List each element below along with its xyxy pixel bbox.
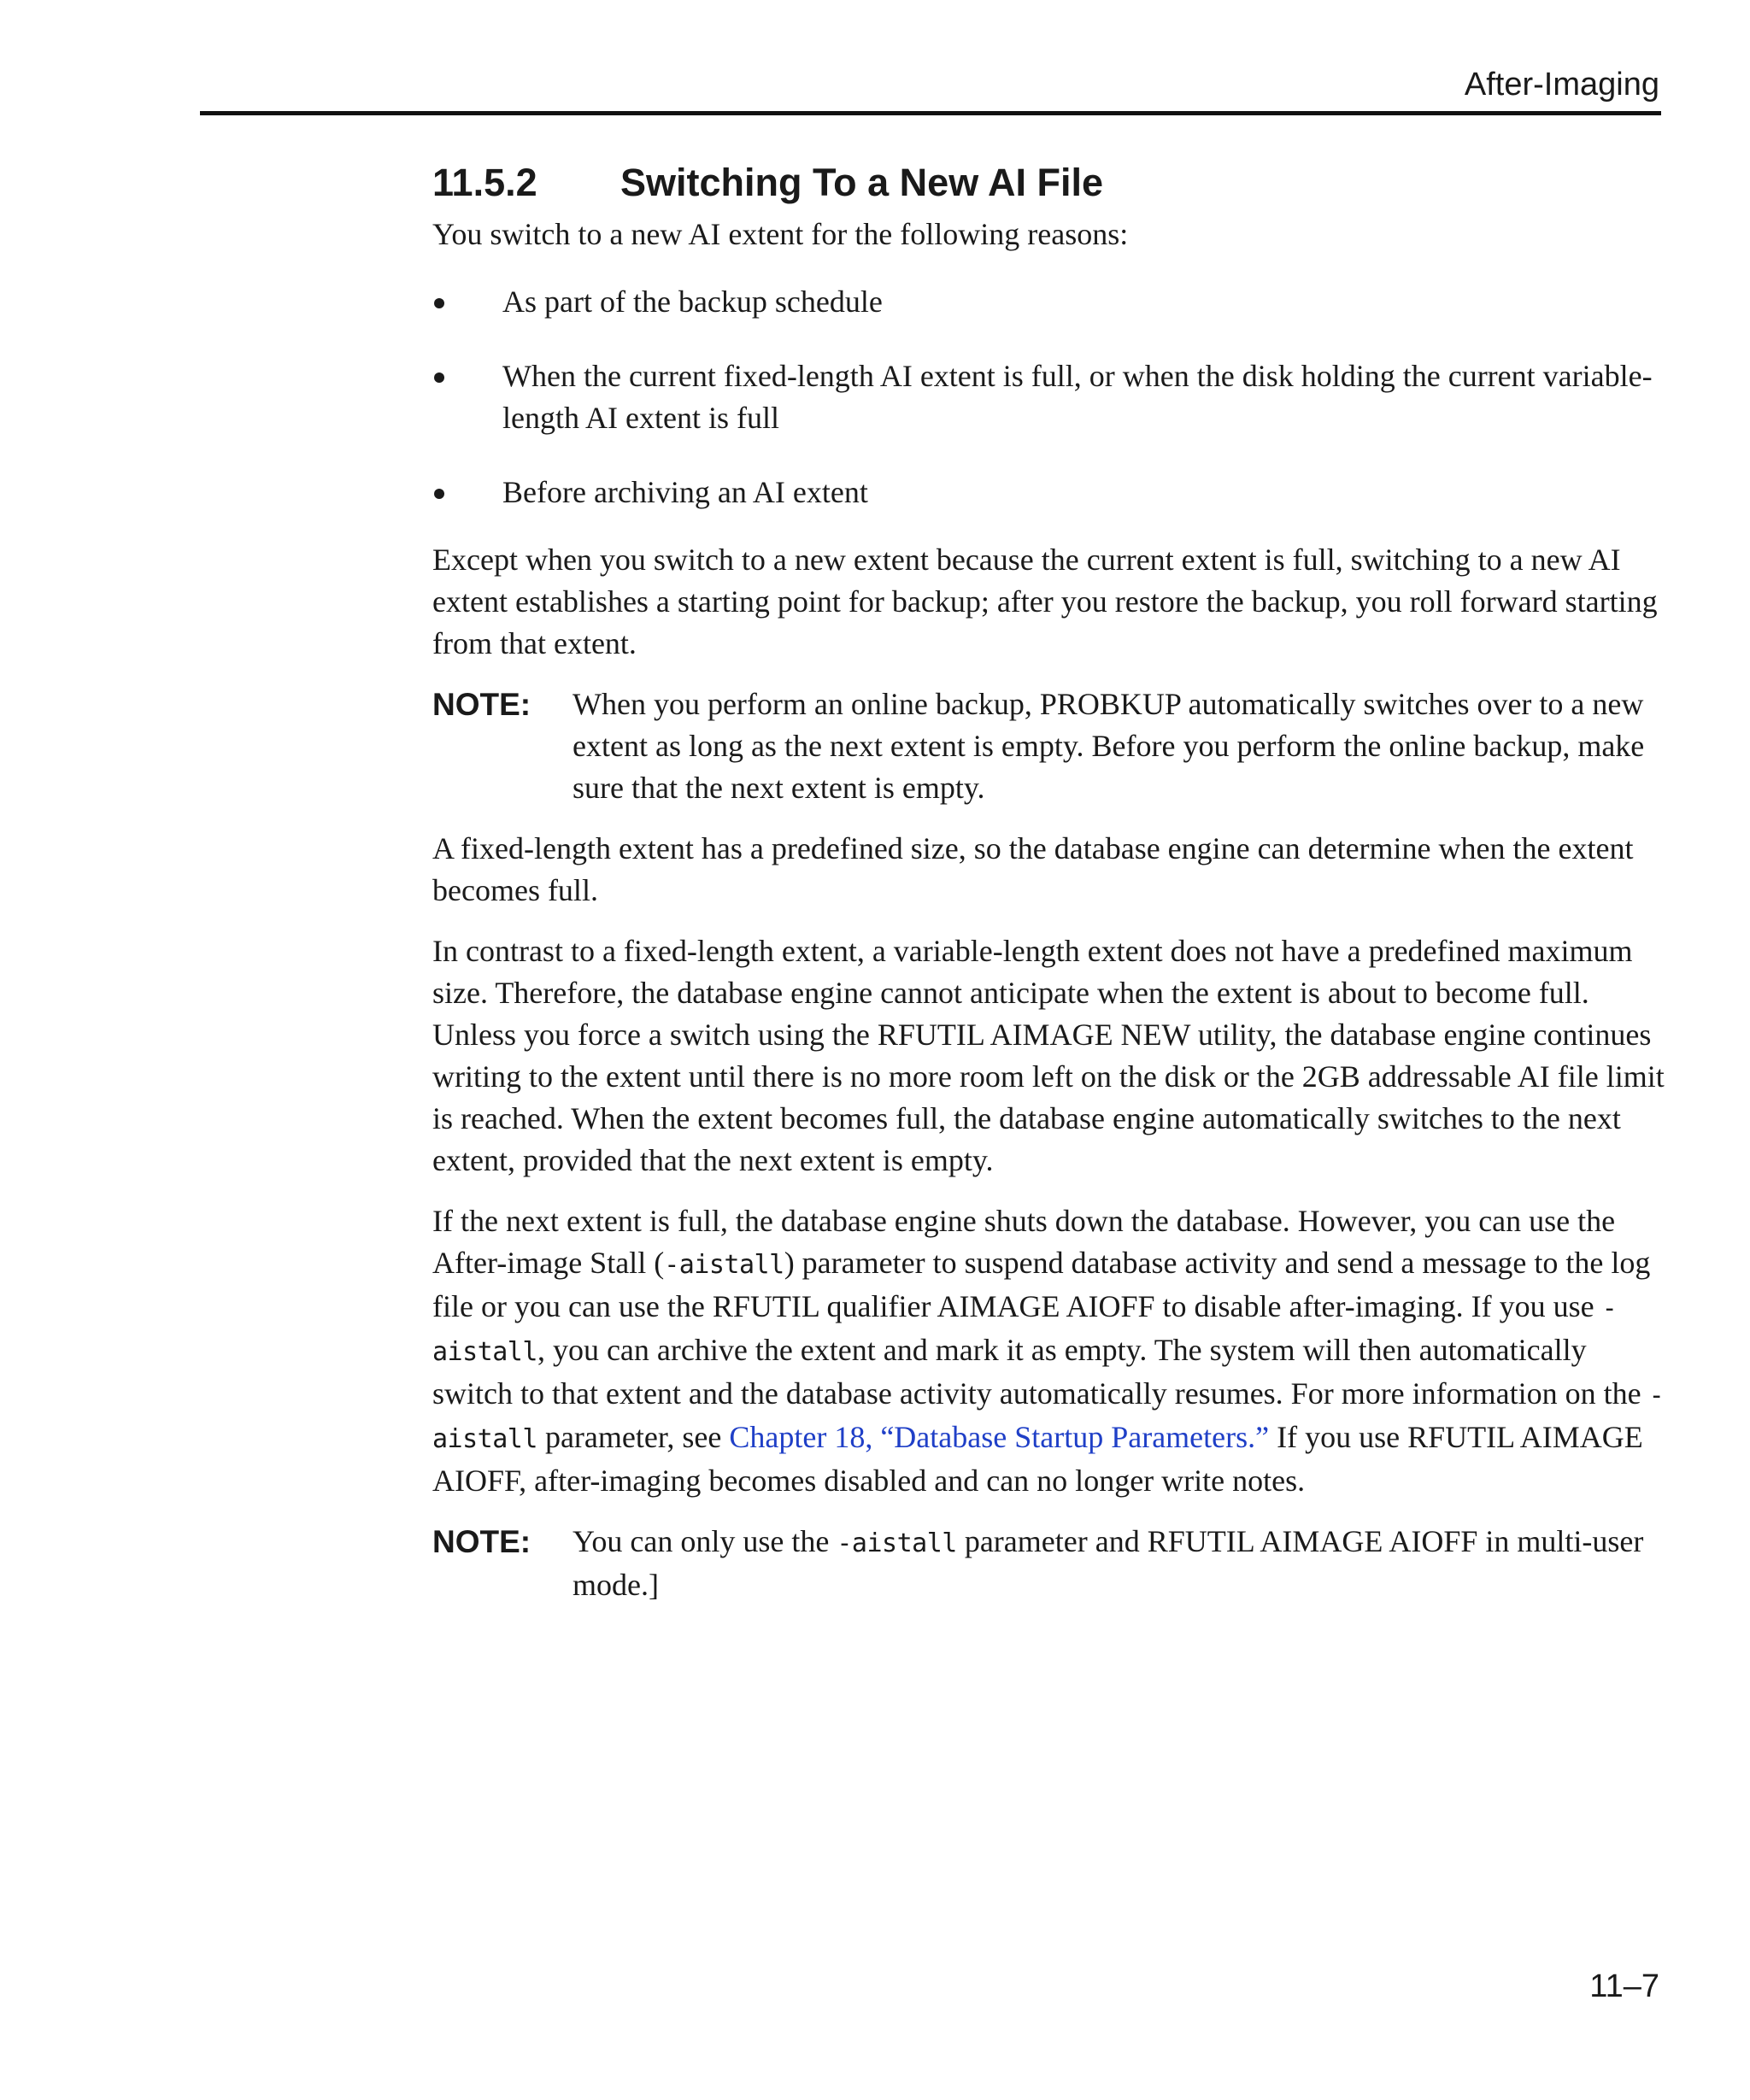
bullet-icon: [434, 298, 444, 308]
list-item-text: When the current fixed-length AI extent is full, or when the disk holding the current variable-length AI extent is full: [502, 359, 1653, 435]
section-heading: [432, 159, 1666, 207]
note-multi-user: [432, 1521, 1666, 1606]
section-title: Switching To a New AI File: [620, 161, 1104, 204]
note-label: NOTE:: [432, 687, 531, 722]
list-item: [432, 281, 1666, 323]
note-label: NOTE:: [432, 1524, 531, 1559]
aistall-code: -aistall: [837, 1528, 957, 1558]
fixed-length-paragraph: A fixed-length extent has a predefined size, so the database engine can determine when the extent becomes full.: [432, 831, 1634, 907]
next-extent-paragraph: If the next extent is full, the database engine shuts down the database. However, you can use the After-image Stall (-aistall) parameter to suspend database activity and send a message to the log file or you can use the RFUTIL qualifier AIMAGE AIOFF to disable after-imaging. If you use -aistall, you can archive the extent and mark it as empty. The system will then automatically switch to that extent and the database activity automatically resumes. For more information on the -aistall parameter, see Chapter 18, “Database Startup Parameters.” If you use RFUTIL AIMAGE AIOFF, after-imaging becomes disabled and can no longer write notes.: [432, 1204, 1665, 1498]
intro-paragraph: You switch to a new AI extent for the following reasons:: [432, 217, 1129, 251]
aistall-code: -aistall: [664, 1250, 784, 1280]
except-paragraph: Except when you switch to a new extent because the current extent is full, switching to a new AI extent establishes a starting point for backup; after you restore the backup, you roll forward starting from that extent.: [432, 543, 1658, 660]
aistall-code: -aistall: [432, 1293, 1618, 1367]
note-text: When you perform an online backup, PROBKUP automatically switches over to a new extent as long as the next extent is empty. Before you perform the online backup, make sure that the next extent is empty.: [573, 687, 1645, 805]
running-head: After-Imaging: [1464, 67, 1659, 103]
bullet-icon: [434, 489, 444, 499]
page-content: [432, 159, 1666, 1625]
section-number: 11.5.2: [432, 161, 537, 204]
aistall-code: -aistall: [432, 1381, 1665, 1454]
note-online-backup: [432, 683, 1666, 809]
list-item-text: Before archiving an AI extent: [502, 475, 868, 509]
header-rule: [200, 111, 1661, 115]
note-text: You can only use the -aistall parameter and RFUTIL AIMAGE AIOFF in multi-user mode.]: [573, 1524, 1644, 1602]
chapter-18-link[interactable]: Chapter 18, “Database Startup Parameters.”: [729, 1420, 1270, 1454]
page-number: 11–7: [1589, 1968, 1659, 2004]
bullet-icon: [434, 372, 444, 383]
list-item: [432, 355, 1666, 439]
list-item-text: As part of the backup schedule: [502, 284, 883, 319]
reasons-list: [432, 281, 1666, 513]
variable-length-paragraph: In contrast to a fixed-length extent, a variable-length extent does not have a predefined maximum size. Therefore, the database engine cannot anticipate when the extent is about to become full. Unless you force a switch using the RFUTIL AIMAGE NEW utility, the database engine continues writing to the extent until there is no more room left on the disk or the 2GB addressable AI file limit is reached. When the extent becomes full, the database engine automatically switches to the next extent, provided that the next extent is empty.: [432, 934, 1665, 1177]
list-item: [432, 472, 1666, 513]
